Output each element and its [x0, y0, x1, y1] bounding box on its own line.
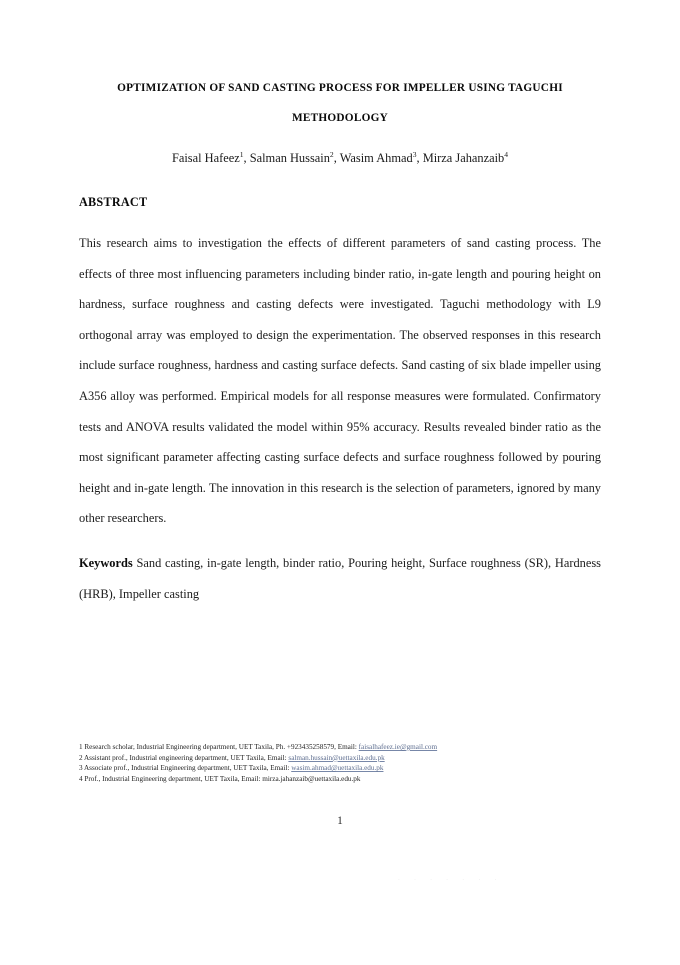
- footnote-1-text: 1 Research scholar, Industrial Engineering department, UET Taxila, Ph. +923435258579, Email:: [79, 743, 359, 751]
- author-marker-3: 3: [412, 149, 417, 159]
- author-name-3: Wasim Ahmad: [339, 151, 413, 165]
- footnote-1-email-link[interactable]: faisalhafeez.ie@gmail.com: [358, 743, 438, 751]
- title-line-2: METHODOLOGY: [291, 112, 388, 124]
- scan-artifact: . . . . . . .: [398, 874, 503, 882]
- keywords-text: Sand casting, in-gate length, binder ratio, Pouring height, Surface roughness (SR), Hardness (HRB), Impeller casting: [79, 555, 601, 601]
- author-name-4: Mirza Jahanzaib: [422, 151, 505, 165]
- footnote-2: [79, 753, 609, 764]
- keywords-block: [79, 534, 601, 609]
- abstract-body: This research aims to investigation the effects of different parameters of sand casting process. The effects of three most influencing parameters including binder ratio, in-gate length and pouring height on hardness, surface roughness and casting defects were investigated. Taguchi methodology with L9 orthogonal array was employed to design the experimentation. The observed responses in this research include surface roughness, hardness and casting surface defects. Sand casting of six blade impeller using A356 alloy was performed. Empirical models for all response measures were formulated. Confirmatory tests and ANOVA results validated the model within 95% accuracy. Results revealed binder ratio as the most significant parameter affecting casting surface defects and surface roughness followed by pouring height and in-gate length. The innovation in this research is the selection of parameters, ignored by many other researchers.: [79, 236, 601, 526]
- footnote-3: [79, 763, 609, 774]
- footnote-1: [79, 742, 609, 753]
- footnote-2-email-link[interactable]: salman.hussain@uettaxila.edu.pk: [288, 753, 385, 762]
- author-list: Faisal Hafeez$^1$, Salman Hussain$^2$, Wasim Ahmad$^3$, Mirza Jahanzaib$^4$: [171, 149, 509, 165]
- author-name-2: Salman Hussain: [249, 151, 330, 165]
- author-marker-2: 2: [329, 149, 334, 159]
- page-content: [79, 0, 601, 609]
- page-title: [79, 0, 601, 133]
- author-marker-4: 4: [504, 149, 509, 159]
- abstract-heading: ABSTRACT: [79, 195, 148, 209]
- footnote-4: [79, 774, 609, 785]
- page-number: 1: [337, 815, 343, 827]
- author-name-1: Faisal Hafeez: [171, 151, 240, 165]
- author-marker-1: 1: [239, 149, 244, 159]
- title-line-1: OPTIMIZATION OF SAND CASTING PROCESS FOR IMPELLER USING TAGUCHI: [117, 82, 563, 94]
- footnote-3-email-link[interactable]: wasim.ahmad@uettaxila.edu.pk: [291, 764, 384, 773]
- footnote-4-text: 4 Prof., Industrial Engineering department, UET Taxila, Email:: [79, 774, 263, 783]
- footnote-block: [79, 742, 609, 784]
- footnote-2-text: 2 Assistant prof., Industrial engineering department, UET Taxila, Email:: [79, 753, 289, 762]
- footnote-3-text: 3 Associate prof., Industrial Engineering department, UET Taxila, Email:: [79, 764, 292, 773]
- keywords-label: Keywords: [79, 555, 133, 570]
- footnote-4-email: mirza.jahanzaib@uettaxila.edu.pk: [262, 774, 361, 783]
